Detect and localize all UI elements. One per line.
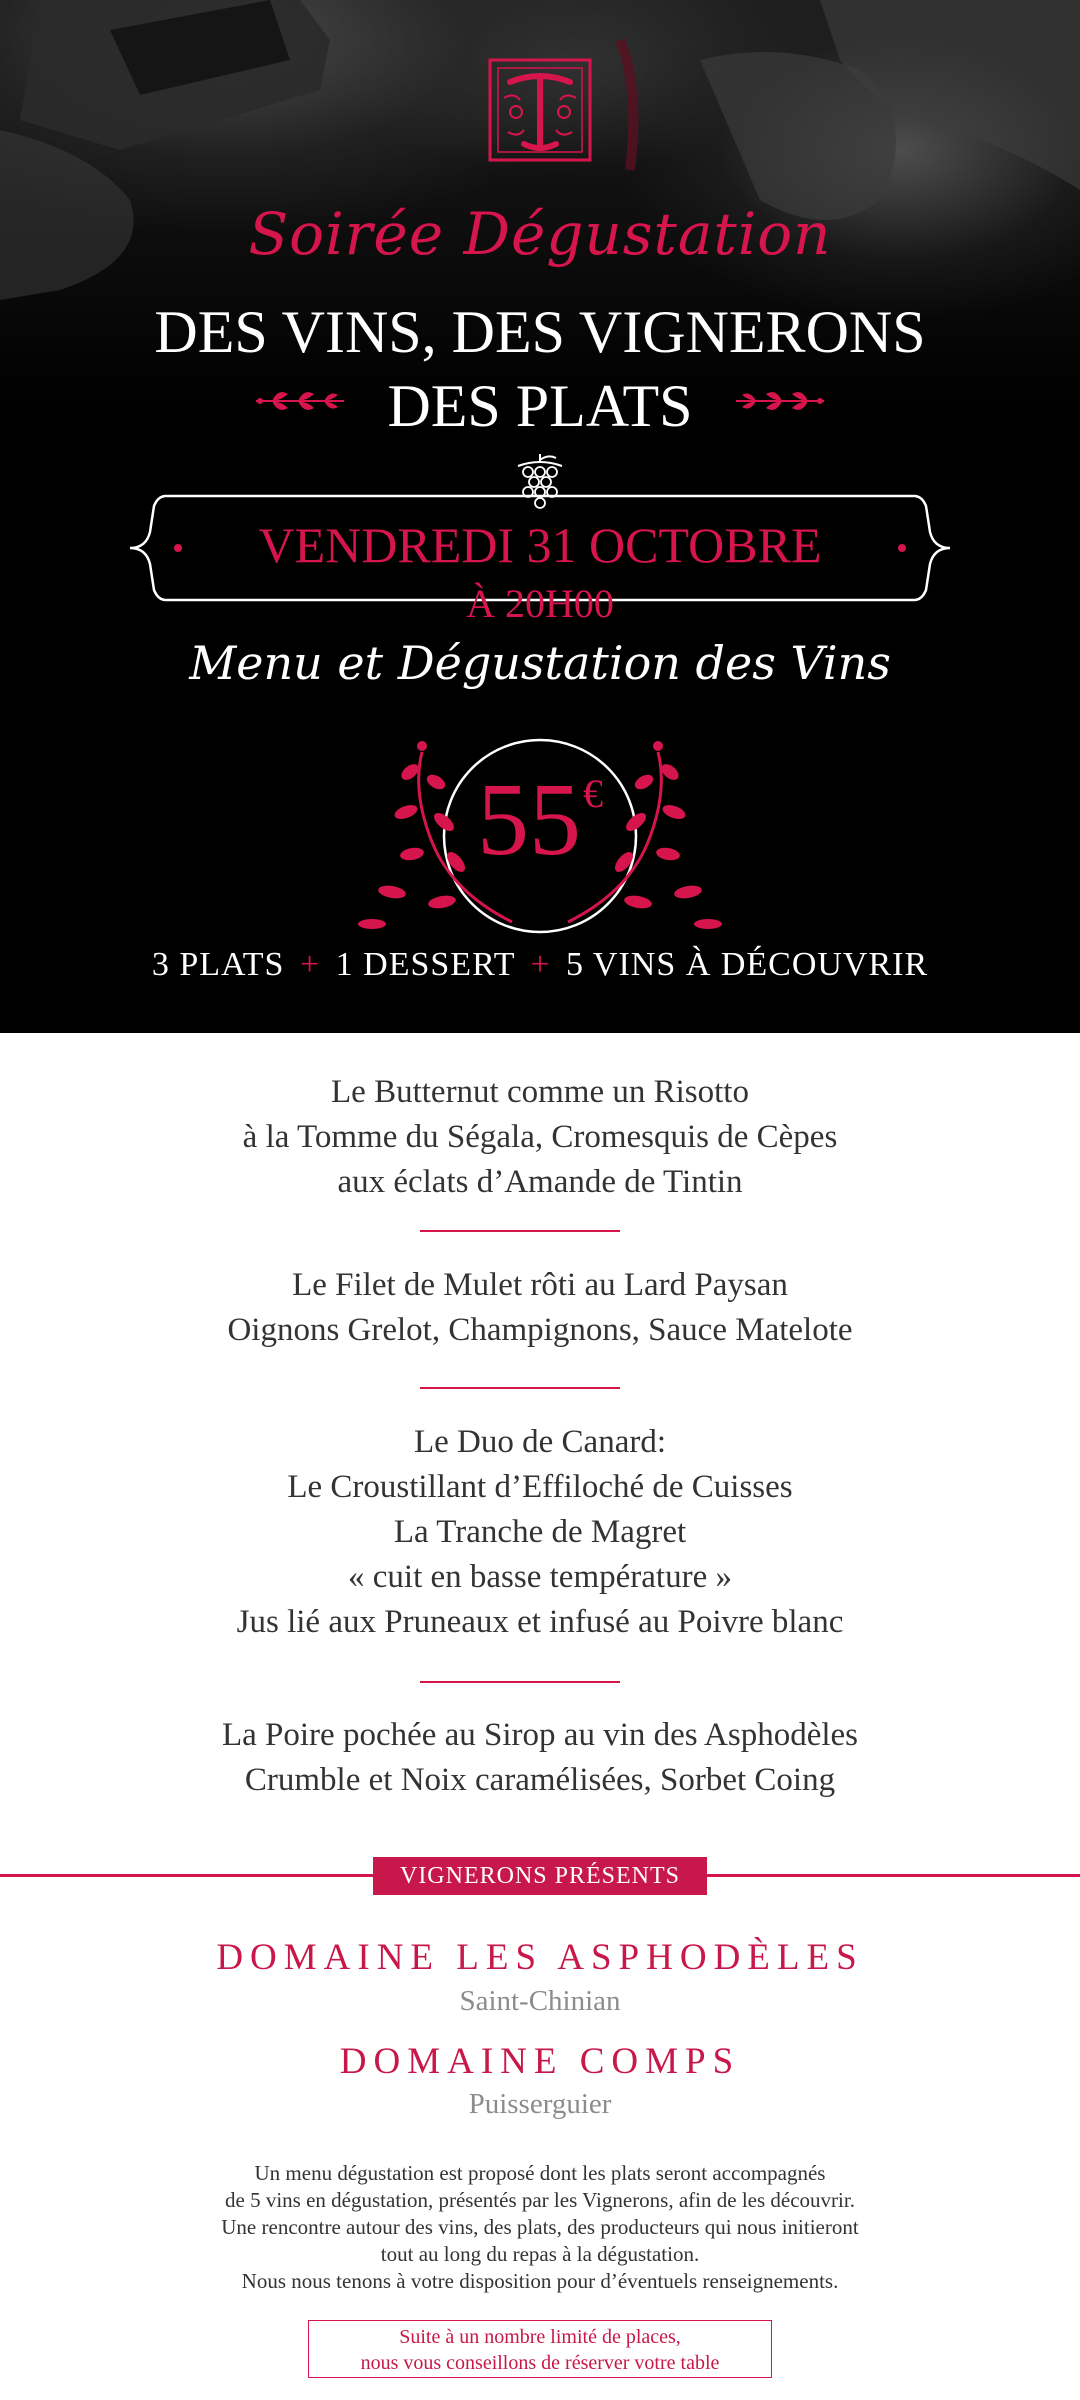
course-dessert xyxy=(0,1713,1080,1803)
course-line: Le Filet de Mulet rôti au Lard Paysan xyxy=(292,1267,788,1303)
domain-name: DOMAINE COMPS xyxy=(339,2041,741,2082)
event-title-line-2: DES PLATS xyxy=(387,373,693,439)
event-date: VENDREDI 31 OCTOBRE xyxy=(258,517,822,573)
reserve-line: nous vous conseillons de réserver votre table xyxy=(360,2352,720,2374)
plus-sign: + xyxy=(530,946,551,983)
hero-header xyxy=(0,0,1080,1033)
domain-place: Saint-Chinian xyxy=(459,1985,621,2017)
reserve-line: Suite à un nombre limité de places, xyxy=(399,2326,681,2348)
course-main xyxy=(0,1420,1080,1645)
plus-sign: + xyxy=(299,946,321,983)
includes-vins: 5 VINS À DÉCOUVRIR xyxy=(566,946,929,983)
reservation-notice xyxy=(308,2320,772,2378)
event-script-title: Soirée Dégustation xyxy=(248,200,832,268)
note-line: tout au long du repas à la dégustation. xyxy=(380,2242,700,2266)
course-line: La Poire pochée au Sirop au vin des Asphodèles xyxy=(221,1717,859,1753)
course-line: Le Croustillant d’Effiloché de Cuisses xyxy=(287,1469,793,1505)
flourish-icon xyxy=(732,380,828,422)
price-value xyxy=(0,762,1080,877)
course-fish xyxy=(0,1263,1080,1353)
course-starter xyxy=(0,1070,1080,1205)
course-line: Oignons Grelot, Champignons, Sauce Matelote xyxy=(227,1312,853,1348)
course-line: Jus lié aux Pruneaux et infusé au Poivre blanc xyxy=(236,1604,844,1640)
course-line: La Tranche de Magret xyxy=(393,1514,687,1550)
course-divider xyxy=(420,1387,620,1389)
price-amount: 55 xyxy=(477,762,581,877)
domain-name: DOMAINE LES ASPHODÈLES xyxy=(216,1937,864,1978)
course-line: Le Butternut comme un Risotto xyxy=(331,1074,749,1110)
flourish-icon xyxy=(252,380,348,422)
menu-script-subtitle: Menu et Dégustation des Vins xyxy=(189,636,891,690)
note-line: Une rencontre autour des vins, des plats, des producteurs qui nous initieront xyxy=(221,2215,859,2239)
info-note xyxy=(0,2160,1080,2295)
vignerons-badge: VIGNERONS PRÉSENTS xyxy=(373,1857,707,1895)
course-line: « cuit en basse température » xyxy=(348,1559,732,1595)
note-line: Nous nous tenons à votre disposition pour d’éventuels renseignements. xyxy=(241,2269,839,2293)
event-title-line-1: DES VINS, DES VIGNERONS xyxy=(154,299,926,365)
note-line: Un menu dégustation est proposé dont les plats seront accompagnés xyxy=(254,2161,826,2185)
includes-dessert: 1 DESSERT xyxy=(335,946,515,983)
course-line: à la Tomme du Ségala, Cromesquis de Cèpes xyxy=(242,1119,838,1155)
course-line: aux éclats d’Amande de Tintin xyxy=(337,1164,743,1200)
includes-line xyxy=(0,946,1080,984)
includes-plats: 3 PLATS xyxy=(151,946,285,983)
note-line: de 5 vins en dégustation, présentés par les Vignerons, afin de les découvrir. xyxy=(225,2188,855,2212)
price-currency: € xyxy=(583,771,603,816)
domain-place: Puisserguier xyxy=(468,2088,612,2120)
course-line: Le Duo de Canard: xyxy=(414,1424,666,1460)
event-time: À 20H00 xyxy=(466,581,614,626)
monogram-logo-icon xyxy=(484,52,596,168)
course-divider xyxy=(420,1681,620,1683)
course-line: Crumble et Noix caramélisées, Sorbet Coing xyxy=(244,1762,836,1798)
course-divider xyxy=(420,1230,620,1232)
